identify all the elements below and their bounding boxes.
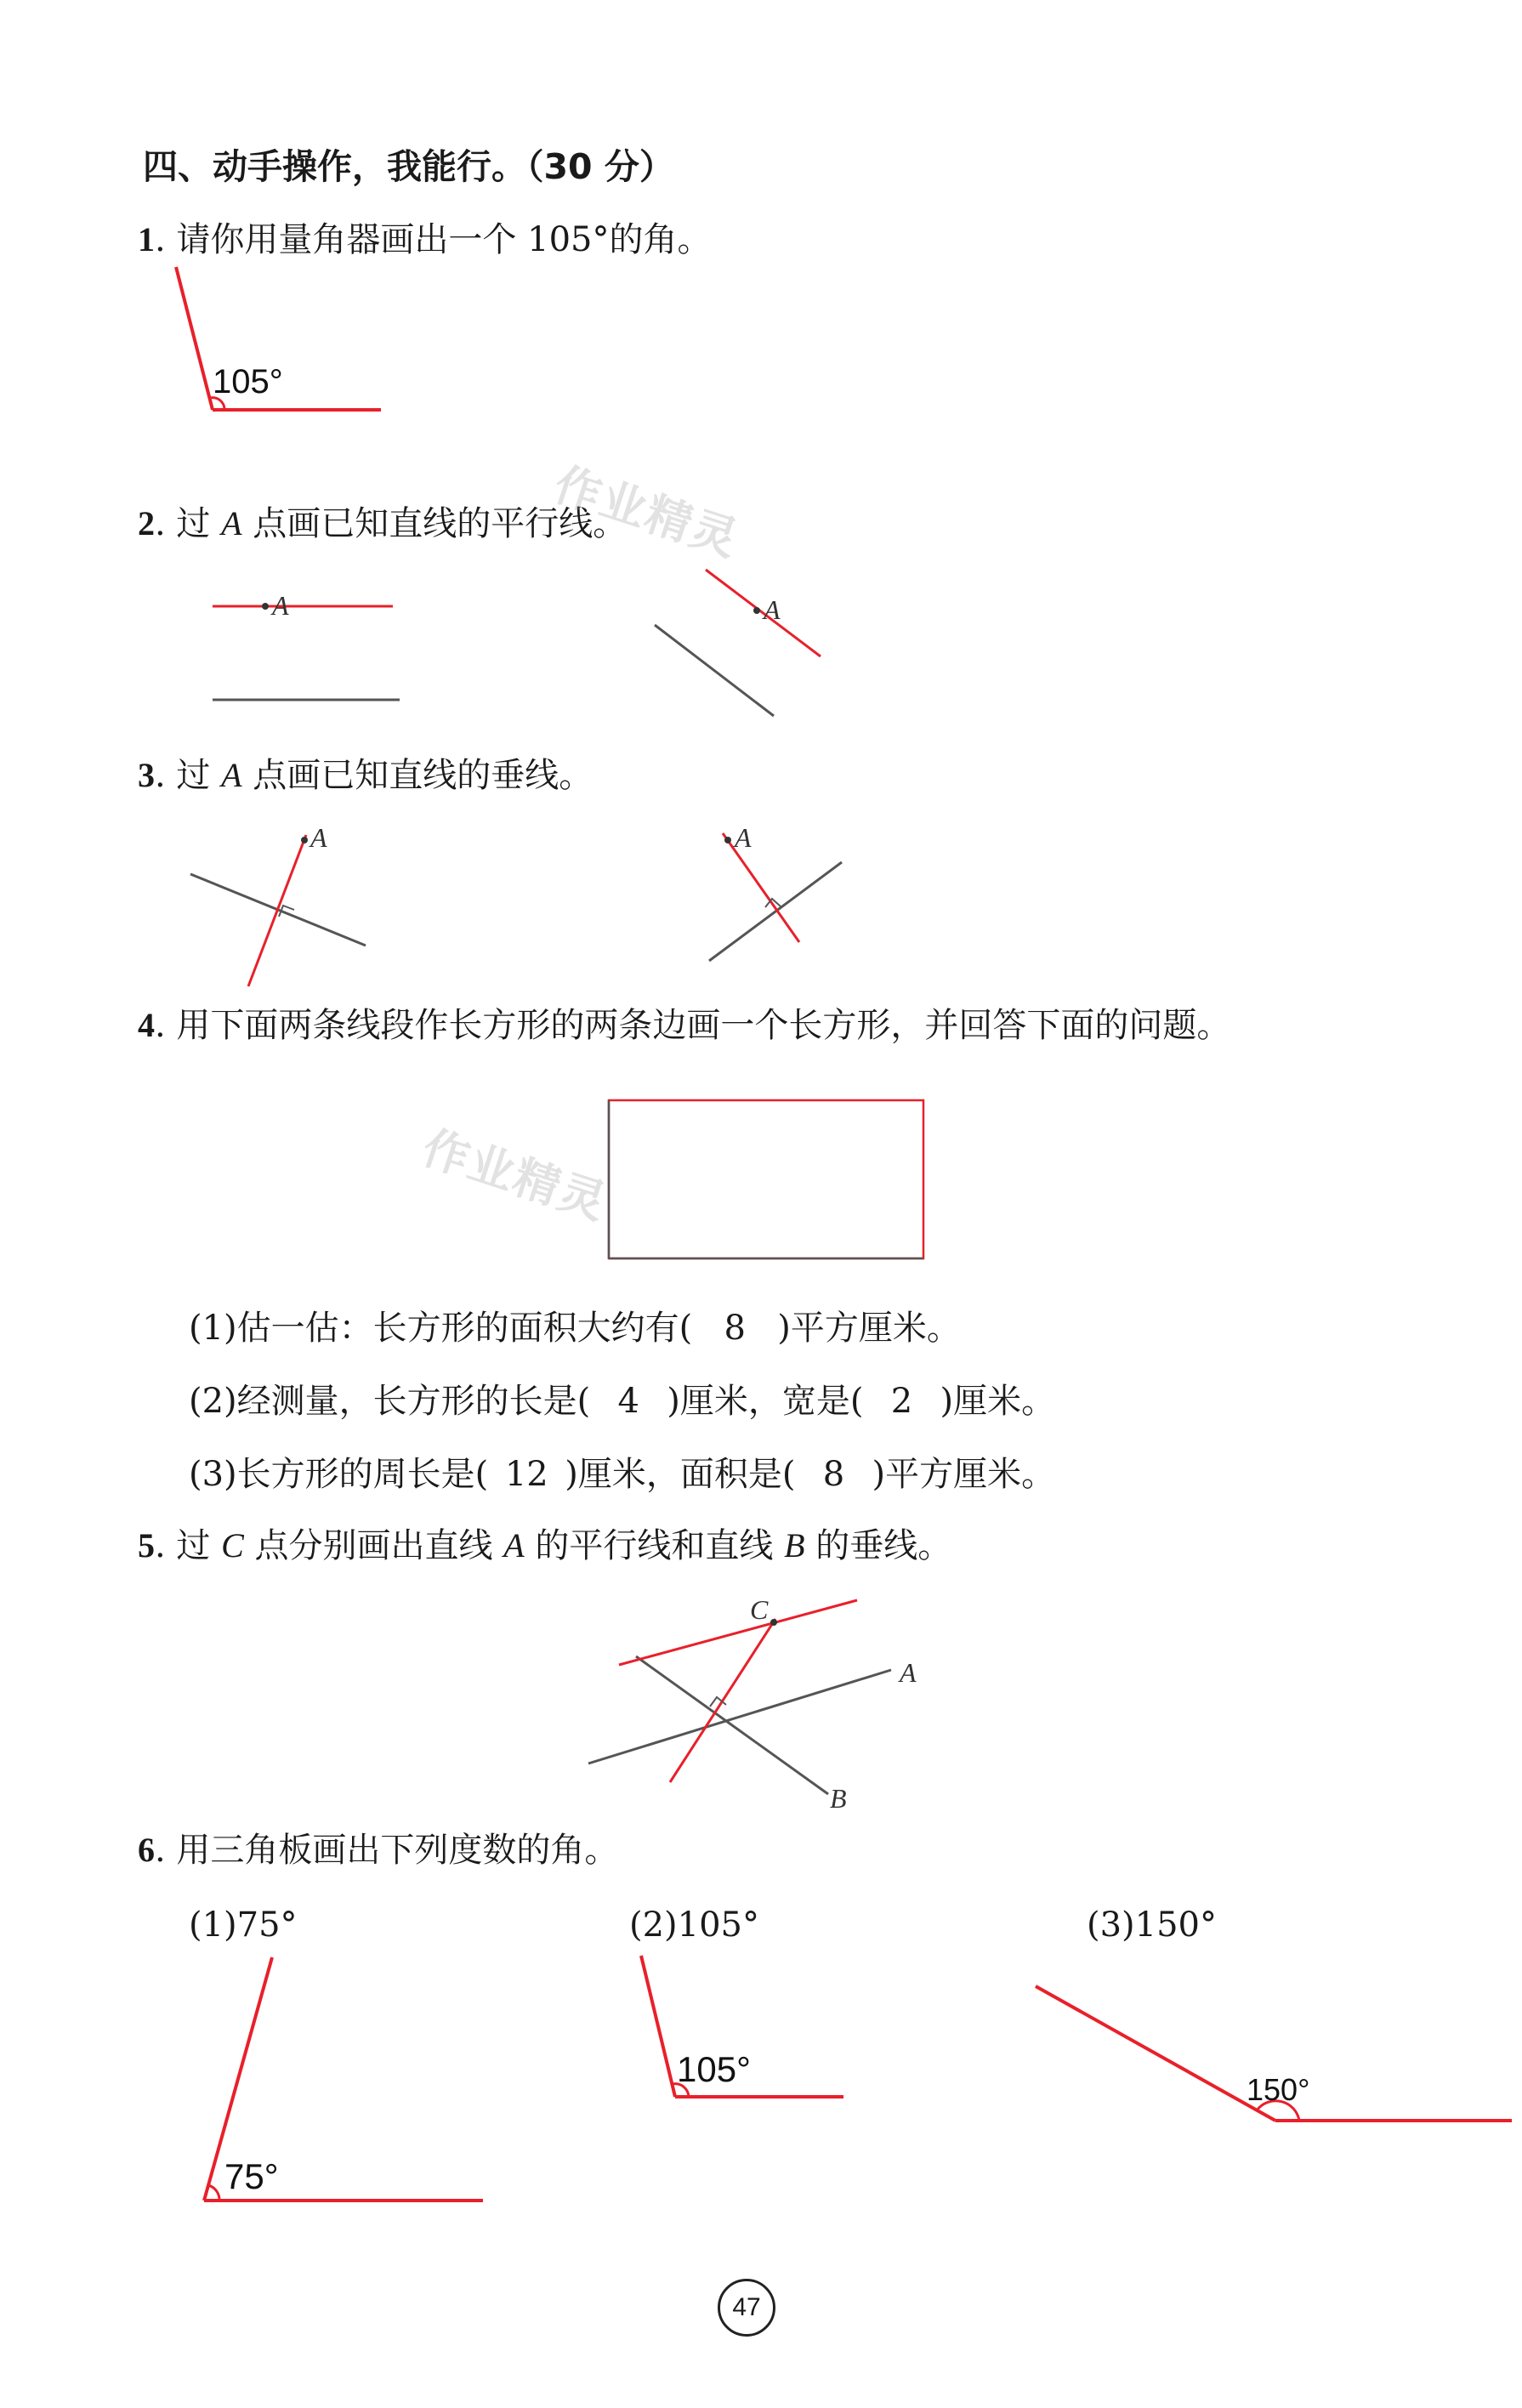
question-text: . 请你用量角器画出一个 105°的角。 bbox=[155, 220, 712, 259]
q4-subquestion-1 bbox=[189, 1309, 961, 1348]
q2-label-a-2: A bbox=[764, 594, 781, 625]
question-5 bbox=[138, 1526, 952, 1565]
q5-label-a: A bbox=[900, 1657, 917, 1688]
q5-line-b-ref: B bbox=[784, 1526, 805, 1565]
q5-drawn-perpendicular bbox=[670, 1619, 775, 1782]
q5-label-b: B bbox=[830, 1783, 847, 1809]
point-label: A bbox=[221, 756, 242, 794]
q6-item-3-label: (3)150° bbox=[1087, 1905, 1218, 1945]
question-text-pre: . 过 bbox=[155, 504, 222, 543]
q5-line-b bbox=[636, 1656, 828, 1794]
q3-label-a-2: A bbox=[735, 822, 752, 853]
question-text-post: 点画已知直线的垂线。 bbox=[241, 756, 593, 795]
q2-figure-right bbox=[646, 553, 833, 723]
point-label: A bbox=[221, 504, 242, 542]
q4-s1-answer: 8 bbox=[724, 1309, 746, 1348]
q4-s2-pre: (2)经测量，长方形的长是( bbox=[189, 1382, 591, 1421]
q4-s2-post: )厘米。 bbox=[940, 1382, 1056, 1421]
q2-figure-left bbox=[196, 557, 417, 710]
q5-point-c-ref: C bbox=[221, 1526, 244, 1565]
q4-s2-answer-length: 4 bbox=[617, 1382, 639, 1421]
question-6 bbox=[138, 1831, 619, 1870]
q6-item-2-label: (2)105° bbox=[629, 1905, 760, 1945]
q5-text-pre: . 过 bbox=[155, 1526, 222, 1565]
q5-text-mid1: 点分别画出直线 bbox=[243, 1526, 504, 1565]
q6-105-angle-label: 105° bbox=[677, 2049, 751, 2089]
q4-s3-answer-perimeter: 12 bbox=[504, 1455, 548, 1494]
q4-drawn-rectangle bbox=[609, 1100, 923, 1258]
question-number: 1 bbox=[138, 220, 155, 258]
q4-subquestion-2 bbox=[189, 1382, 1056, 1421]
page-number: 47 bbox=[718, 2279, 775, 2337]
q4-s1-pre: (1)估一估：长方形的面积大约有( bbox=[189, 1309, 693, 1348]
watermark: 作业精灵 bbox=[416, 1120, 615, 1230]
q2-label-a: A bbox=[272, 590, 289, 621]
q6-angle-105 bbox=[612, 1947, 867, 2117]
q5-point-c bbox=[770, 1619, 777, 1626]
q3-given-line-2 bbox=[709, 862, 842, 961]
q5-text-mid2: 的平行线和直线 bbox=[524, 1526, 785, 1565]
question-number: 6 bbox=[138, 1831, 155, 1869]
q6-75-angle-arc bbox=[208, 2185, 219, 2201]
question-text: . 用下面两条线段作长方形的两条边画一个长方形，并回答下面的问题。 bbox=[155, 1006, 1231, 1045]
q6-angle-150 bbox=[1020, 1964, 1513, 2134]
q4-s2-mid: )厘米，宽是( bbox=[667, 1382, 864, 1421]
question-number: 4 bbox=[138, 1006, 155, 1044]
q4-rectangle-figure bbox=[605, 1097, 929, 1267]
q5-line-a bbox=[588, 1670, 891, 1763]
q5-line-a-ref: A bbox=[503, 1526, 525, 1565]
q1-ray-left bbox=[176, 267, 213, 410]
question-4 bbox=[138, 1006, 1231, 1045]
q5-figure bbox=[578, 1588, 935, 1809]
q4-s2-answer-width: 2 bbox=[890, 1382, 913, 1421]
q3-figure-right bbox=[697, 816, 867, 978]
question-text: . 用三角板画出下列度数的角。 bbox=[155, 1831, 619, 1870]
q6-150-angle-label: 150° bbox=[1247, 2072, 1310, 2107]
q4-s3-mid: )厘米，面积是( bbox=[565, 1455, 796, 1494]
q5-drawn-parallel bbox=[619, 1600, 857, 1665]
q4-s1-post: )平方厘米。 bbox=[777, 1309, 961, 1348]
q3-figure-left bbox=[187, 816, 374, 995]
q4-subquestion-3 bbox=[189, 1455, 1056, 1494]
q2-given-line-2 bbox=[655, 625, 774, 716]
watermark: 作业精灵 bbox=[548, 457, 747, 567]
question-number: 3 bbox=[138, 756, 155, 794]
question-1 bbox=[138, 220, 712, 259]
q6-105-ray-left bbox=[641, 1956, 675, 2097]
q3-point-a bbox=[301, 837, 308, 843]
q6-item-1-label: (1)75° bbox=[189, 1905, 298, 1945]
question-3 bbox=[138, 756, 593, 795]
q6-angle-75 bbox=[187, 1947, 493, 2211]
q3-point-a-2 bbox=[724, 837, 731, 843]
q1-angle-figure bbox=[162, 255, 400, 425]
q1-angle-label: 105° bbox=[213, 363, 283, 400]
question-text-post: 点画已知直线的平行线。 bbox=[241, 504, 628, 543]
q3-drawn-perpendicular bbox=[248, 835, 306, 986]
question-number: 2 bbox=[138, 504, 155, 542]
q2-point-a-2 bbox=[753, 607, 760, 614]
q6-75-angle-label: 75° bbox=[224, 2156, 279, 2196]
section-title: 四、动手操作，我能行。（30 分） bbox=[143, 146, 674, 187]
q5-label-c: C bbox=[750, 1594, 769, 1625]
question-number: 5 bbox=[138, 1526, 155, 1565]
q2-point-a bbox=[262, 603, 269, 610]
q3-label-a: A bbox=[310, 822, 327, 853]
q4-s3-answer-area: 8 bbox=[822, 1455, 845, 1494]
q6-150-ray-left bbox=[1036, 1986, 1275, 2121]
q4-s3-post: )平方厘米。 bbox=[872, 1455, 1056, 1494]
q4-s3-pre: (3)长方形的周长是( bbox=[189, 1455, 489, 1494]
question-text-pre: . 过 bbox=[155, 756, 222, 795]
q5-text-post: 的垂线。 bbox=[804, 1526, 952, 1565]
